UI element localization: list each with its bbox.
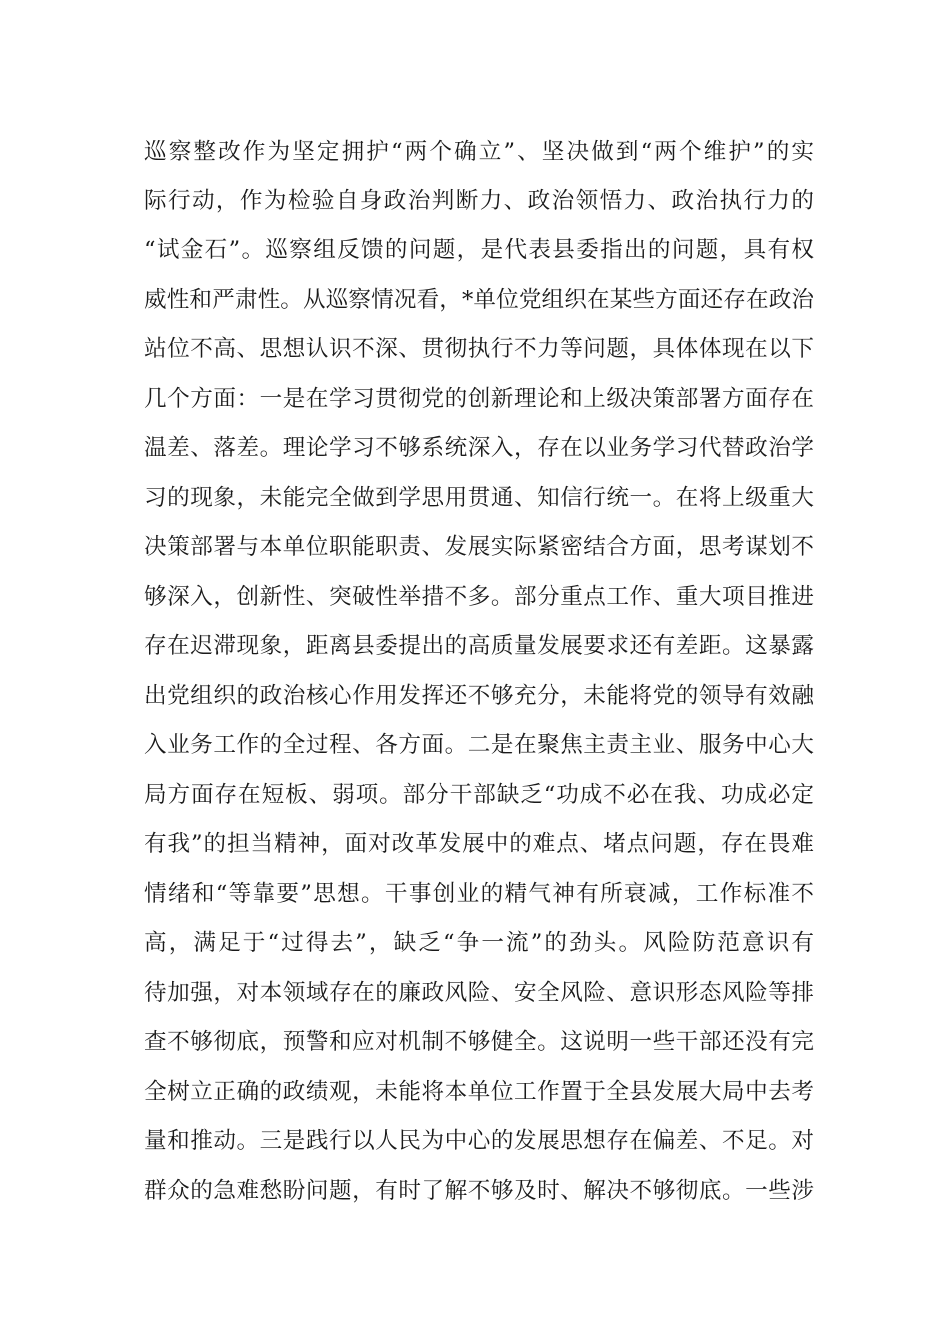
text-line: 威性和严肃性。从巡察情况看，*单位党组织在某些方面还存在政治: [144, 287, 814, 313]
text-line: 有我”的担当精神，面对改革发展中的难点、堵点问题，存在畏难: [144, 831, 814, 857]
text-line: 决策部署与本单位职能职责、发展实际紧密结合方面，思考谋划不: [144, 534, 814, 560]
text-line: 巡察整改作为坚定拥护“两个确立”、坚决做到“两个维护”的实: [144, 139, 814, 165]
text-line: 够深入，创新性、突破性举措不多。部分重点工作、重大项目推进: [144, 584, 814, 610]
text-line: “试金石”。巡察组反馈的问题，是代表县委指出的问题，具有权: [144, 237, 814, 263]
text-line: 际行动，作为检验自身政治判断力、政治领悟力、政治执行力的: [144, 188, 814, 214]
text-line: 群众的急难愁盼问题，有时了解不够及时、解决不够彻底。一些涉: [144, 1178, 814, 1204]
text-line: 出党组织的政治核心作用发挥还不够充分，未能将党的领导有效融: [144, 683, 814, 709]
text-line: 待加强，对本领域存在的廉政风险、安全风险、意识形态风险等排: [144, 980, 814, 1006]
text-line: 查不够彻底，预警和应对机制不够健全。这说明一些干部还没有完: [144, 1029, 814, 1055]
text-line: 量和推动。三是践行以人民为中心的发展思想存在偏差、不足。对: [144, 1128, 814, 1154]
text-line: 站位不高、思想认识不深、贯彻执行不力等问题，具体体现在以下: [144, 336, 814, 362]
text-line: 情绪和“等靠要”思想。干事创业的精气神有所衰减，工作标准不: [144, 881, 814, 907]
text-line: 全树立正确的政绩观，未能将本单位工作置于全县发展大局中去考: [144, 1079, 814, 1105]
text-line: 存在迟滞现象，距离县委提出的高质量发展要求还有差距。这暴露: [144, 633, 814, 659]
text-line: 几个方面：一是在学习贯彻党的创新理论和上级决策部署方面存在: [144, 386, 814, 412]
text-line: 高，满足于“过得去”，缺乏“争一流”的劲头。风险防范意识有: [144, 930, 814, 956]
text-line: 入业务工作的全过程、各方面。二是在聚焦主责主业、服务中心大: [144, 732, 814, 758]
text-line: 温差、落差。理论学习不够系统深入，存在以业务学习代替政治学: [144, 435, 814, 461]
text-line: 习的现象，未能完全做到学思用贯通、知信行统一。在将上级重大: [144, 485, 814, 511]
text-line: 局方面存在短板、弱项。部分干部缺乏“功成不必在我、功成必定: [144, 782, 814, 808]
